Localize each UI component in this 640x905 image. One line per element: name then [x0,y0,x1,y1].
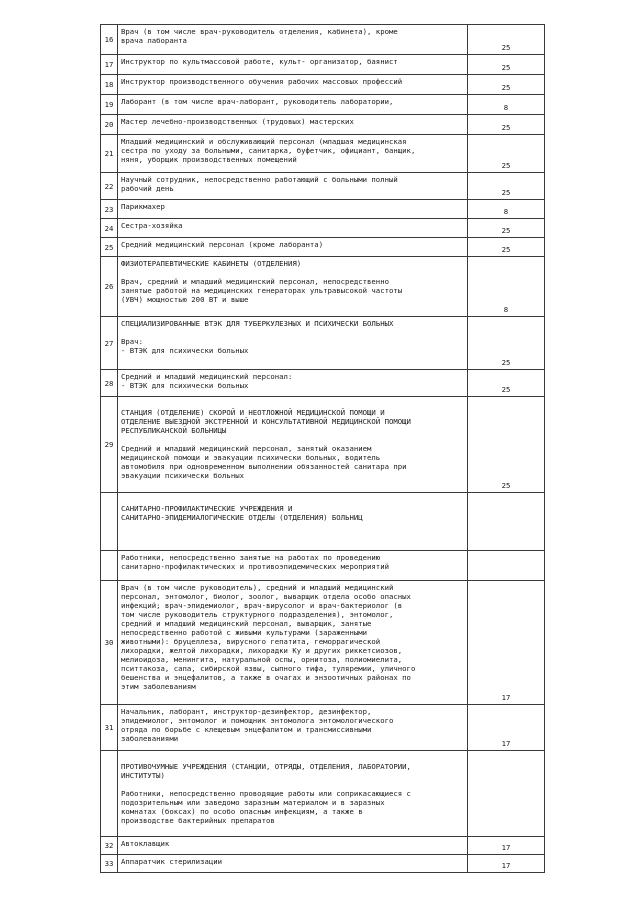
row-number: 25 [101,238,118,257]
table-row [101,837,545,855]
row-number: 26 [101,257,118,317]
table-row [101,135,545,173]
row-description: Автоклавщик [118,837,468,855]
row-value [468,751,545,837]
table-row [101,219,545,238]
table-row [101,115,545,135]
row-number: 18 [101,75,118,95]
row-description: СТАНЦИЯ (ОТДЕЛЕНИЕ) СКОРОЙ И НЕОТЛОЖНОЙ МЕДИЦИНСКОЙ ПОМОЩИ И ОТДЕЛЕНИЕ ВЫЕЗДНОЙ ЭКСТРЕННОЙ И КОНСУЛЬТАТИВНОЙ МЕДИЦИНСКОЙ ПОМОЩИ РЕСПУБЛИКАНСКОЙ БОЛЬНИЦЫ Средний и младший медицинский персонал, занятый оказанием медицинской помощи и эвакуации психически больных, водитель автомобиля при одновременном выполнении обязанностей санитара при эвакуации психически больных [118,397,468,493]
row-description: Инструктор по культмассовой работе, культ- организатор, баянист [118,55,468,75]
row-number: 17 [101,55,118,75]
table-row [101,200,545,219]
table-row [101,238,545,257]
row-value: 25 [468,135,545,173]
table-row [101,705,545,751]
table-row [101,55,545,75]
row-value: 17 [468,581,545,705]
table-row [101,25,545,55]
row-description: Врач (в том числе руководитель), средний и младший медицинский персонал, энтомолог, биолог, зоолог, выварщик отдела особо опасных инфекций; врач-эпидемиолог, врач-вирусолог и врач-бактериолог (в том числе руководитель структурного подразделения), энтомолог, средний и младший медицинский персонал, выварщик, занятые непосредственно работой с живыми культурами (зараженными животными): бруцеллеза, вирусного гепатита, геморрагической лихорадки, желтой лихорадки, лихорадки Ку и других риккетсиозов, мелиоидоза, менингита, натуральной оспы, орнитоза, полиомиелита, пситтакоза, сапа, сибирской язвы, сыпного тифа, туляремии, уличного бешенства и энцефалитов, а также в очагах и энзоотичных районах по этим заболеваниям [118,581,468,705]
table-row [101,257,545,317]
row-value: 25 [468,370,545,397]
row-description: Сестра-хозяйка [118,219,468,238]
row-description: Начальник, лаборант, инструктор-дезинфектор, дезинфектор, эпидемиолог, энтомолог и помощник энтомолога энтомологического отряда по борьбе с клещевым энцефалитом и трансмиссивными заболеваниями [118,705,468,751]
row-number: 23 [101,200,118,219]
row-number: 30 [101,581,118,705]
table-row [101,75,545,95]
row-description: ФИЗИОТЕРАПЕВТИЧЕСКИЕ КАБИНЕТЫ (ОТДЕЛЕНИЯ) Врач, средний и младший медицинский персонал, непосредственно занятые работой на медицинских генераторах ультравысокой частоты (УВЧ) мощностью 200 ВТ и выше [118,257,468,317]
row-description: Младший медицинский и обслуживающий персонал (младшая медицинская сестра по уходу за больными, санитарка, буфетчик, официант, банщик, няня, уборщик производственных помещений [118,135,468,173]
row-description: Инструктор производственного обучения рабочих массовых профессий [118,75,468,95]
row-number: 28 [101,370,118,397]
row-description: Лаборант (в том числе врач-лаборант, руководитель лаборатории, [118,95,468,115]
row-number: 31 [101,705,118,751]
row-value: 8 [468,257,545,317]
row-description: Парикмахер [118,200,468,219]
table-row [101,581,545,705]
row-value: 8 [468,95,545,115]
row-value: 17 [468,855,545,873]
row-value [468,493,545,551]
row-description: Научный сотрудник, непосредственно работающий с больными полный рабочий день [118,173,468,200]
radiation-allowance-table [100,24,545,873]
row-description: Средний и младший медицинский персонал: - ВТЭК для психически больных [118,370,468,397]
row-value: 25 [468,55,545,75]
row-value: 25 [468,238,545,257]
row-number: 21 [101,135,118,173]
row-description: Аппаратчик стерилизации [118,855,468,873]
row-value: 25 [468,317,545,370]
table-row [101,317,545,370]
row-value: 25 [468,173,545,200]
row-number: 27 [101,317,118,370]
table-row [101,173,545,200]
row-value: 8 [468,200,545,219]
table-row [101,397,545,493]
row-number: 32 [101,837,118,855]
row-number: 16 [101,25,118,55]
table-row [101,551,545,581]
table-body [101,25,545,873]
row-description: Врач (в том числе врач-руководитель отделения, кабинета), кроме врача лаборанта [118,25,468,55]
row-description: Работники, непосредственно занятые на работах по проведению санитарно-профилактических и противоэпидемических мероприятий [118,551,468,581]
row-value: 25 [468,397,545,493]
row-number: 24 [101,219,118,238]
row-value: 17 [468,837,545,855]
row-value: 25 [468,75,545,95]
row-description: ПРОТИВОЧУМНЫЕ УЧРЕЖДЕНИЯ (СТАНЦИИ, ОТРЯДЫ, ОТДЕЛЕНИЯ, ЛАБОРАТОРИИ, ИНСТИТУТЫ) Работники, непосредственно проводящие работы или соприкасающиеся с подозрительным или заведомо заразным материалом и в заразных комнатах (боксах) по особо опасным инфекциям, а также в производстве бактерийных препаратов [118,751,468,837]
row-value: 17 [468,705,545,751]
row-number [101,751,118,837]
row-description: САНИТАРНО-ПРОФИЛАКТИЧЕСКИЕ УЧРЕЖДЕНИЯ И САНИТАРНО-ЭПИДЕМИАЛОГИЧЕСКИЕ ОТДЕЛЫ (ОТДЕЛЕНИЯ) БОЛЬНИЦ [118,493,468,551]
row-value [468,551,545,581]
table-row [101,370,545,397]
table-row [101,95,545,115]
row-number [101,551,118,581]
row-number: 22 [101,173,118,200]
row-number [101,493,118,551]
row-number: 19 [101,95,118,115]
row-value: 25 [468,115,545,135]
table-row [101,855,545,873]
row-description: СПЕЦИАЛИЗИРОВАННЫЕ ВТЭК ДЛЯ ТУБЕРКУЛЕЗНЫХ И ПСИХИЧЕСКИ БОЛЬНЫХ Врач: - ВТЭК для психически больных [118,317,468,370]
row-number: 29 [101,397,118,493]
row-description: Мастер лечебно-производственных (трудовых) мастерских [118,115,468,135]
row-description: Средний медицинский персонал (кроме лаборанта) [118,238,468,257]
table-row [101,751,545,837]
row-value: 25 [468,25,545,55]
table-row [101,493,545,551]
row-value: 25 [468,219,545,238]
row-number: 20 [101,115,118,135]
row-number: 33 [101,855,118,873]
